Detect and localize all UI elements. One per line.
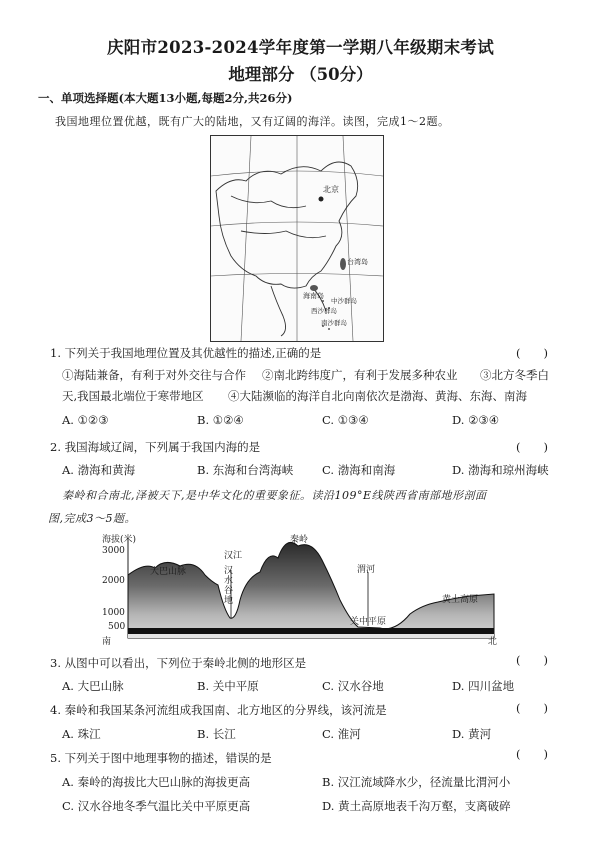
question-2-option-d[interactable]: D. 渤海和琼州海峡 — [452, 463, 549, 477]
question-1-statement-3: ③北方冬季白 — [480, 368, 549, 382]
question-4-option-b[interactable]: B. 长江 — [197, 727, 236, 741]
profile-y-tick-500: 500 — [108, 622, 126, 632]
page-subtitle: 地理部分 （50分） — [228, 65, 373, 84]
map-label-hainan: 海南岛 — [303, 292, 324, 300]
profile-label-qinling: 秦岭 — [290, 535, 309, 545]
question-5-option-c[interactable]: C. 汉水谷地冬季气温比关中平原更高 — [62, 799, 251, 813]
question-1-option-d[interactable]: D. ②③④ — [452, 413, 500, 427]
profile-y-tick-3000: 3000 — [102, 546, 125, 556]
china-map — [210, 135, 384, 342]
map-label-beijing: 北京 — [323, 185, 339, 194]
map-label-nansha: 南沙群岛 — [321, 319, 347, 327]
question-1-option-c[interactable]: C. ①③④ — [322, 413, 369, 427]
page-title: 庆阳市2023-2024学年度第一学期八年级期末考试 — [107, 38, 494, 57]
intro-text-2-line-2: 图,完成3～5题。 — [48, 512, 136, 525]
map-label-zhongsha: 中沙群岛 — [331, 297, 357, 305]
question-5-option-d[interactable]: D. 黄土高原地表千沟万壑，支离破碎 — [322, 799, 511, 813]
profile-label-huangtu: 黄土高原 — [442, 595, 479, 605]
terrain-profile — [100, 530, 500, 648]
question-3-option-b[interactable]: B. 关中平原 — [197, 679, 259, 693]
question-1-option-b[interactable]: B. ①②④ — [197, 413, 244, 427]
question-1-statement-2: ②南北跨纬度广，有利于发展多种农业 — [262, 368, 458, 382]
map-label-xisha: 西沙群岛 — [311, 307, 337, 315]
question-4-answer-paren[interactable]: ( ) — [516, 701, 548, 715]
profile-y-tick-1000: 1000 — [102, 608, 125, 618]
question-5-stem: 5. 下列关于图中地理事物的描述，错误的是 — [50, 751, 272, 765]
intro-text-2-line-1: 秦岭和合南北,泽被天下,是中华文化的重要象征。读沿109°E线陕西省南部地形剖面 — [62, 489, 487, 502]
question-3-answer-paren[interactable]: ( ) — [516, 653, 548, 667]
profile-label-dabashan: 大巴山脉 — [150, 567, 187, 577]
profile-y-tick-2000: 2000 — [102, 576, 125, 586]
question-2-answer-paren[interactable]: ( ) — [516, 440, 548, 454]
section-heading: 一、单项选择题(本大题13小题,每题2分,共26分) — [38, 91, 293, 105]
profile-label-hanshui: 汉水谷地 — [224, 566, 234, 606]
question-4-stem: 4. 秦岭和我国某条河流组成我国南、北方地区的分界线，该河流是 — [50, 703, 387, 717]
profile-y-label: 海拔(米) — [102, 535, 137, 545]
profile-label-hanjiang: 汉江 — [224, 551, 243, 561]
question-4-option-d[interactable]: D. 黄河 — [452, 727, 492, 741]
profile-label-guanzhong: 关中平原 — [350, 617, 387, 627]
question-2-stem: 2. 我国海域辽阔，下列属于我国内海的是 — [50, 440, 261, 454]
question-1-answer-paren[interactable]: ( ) — [516, 346, 548, 360]
question-4-option-a[interactable]: A. 珠江 — [62, 727, 101, 741]
question-1-statement-3-cont: 天,我国最北端位于寒带地区 — [62, 389, 204, 403]
question-2-option-c[interactable]: C. 渤海和南海 — [322, 463, 396, 477]
question-1-stem: 1. 下列关于我国地理位置及其优越性的描述,正确的是 — [50, 346, 322, 360]
question-1-statement-4: ④大陆濒临的海洋自北向南依次是渤海、黄海、东海、南海 — [228, 389, 527, 403]
question-1-option-a[interactable]: A. ①②③ — [62, 413, 109, 427]
question-3-option-d[interactable]: D. 四川盆地 — [452, 679, 515, 693]
question-2-option-a[interactable]: A. 渤海和黄海 — [62, 463, 136, 477]
question-3-option-c[interactable]: C. 汉水谷地 — [322, 679, 384, 693]
map-label-taiwan: 台湾岛 — [347, 258, 368, 266]
intro-text-1: 我国地理位置优越，既有广大的陆地，又有辽阔的海洋。读图，完成1～2题。 — [55, 115, 450, 128]
question-5-option-a[interactable]: A. 秦岭的海拔比大巴山脉的海拔更高 — [62, 775, 251, 789]
question-2-option-b[interactable]: B. 东海和台湾海峡 — [197, 463, 294, 477]
profile-label-north: 北 — [488, 637, 498, 647]
question-5-option-b[interactable]: B. 汉江流域降水少，径流量比渭河小 — [322, 775, 511, 789]
question-3-stem: 3. 从图中可以看出，下列位于秦岭北侧的地形区是 — [50, 656, 307, 670]
question-1-statement-1: ①海陆兼备，有利于对外交往与合作 — [62, 368, 246, 382]
profile-label-weihe: 渭河 — [357, 565, 376, 575]
question-4-option-c[interactable]: C. 淮河 — [322, 727, 361, 741]
profile-label-south: 南 — [102, 637, 112, 647]
question-5-answer-paren[interactable]: ( ) — [516, 747, 548, 761]
question-3-option-a[interactable]: A. 大巴山脉 — [62, 679, 124, 693]
